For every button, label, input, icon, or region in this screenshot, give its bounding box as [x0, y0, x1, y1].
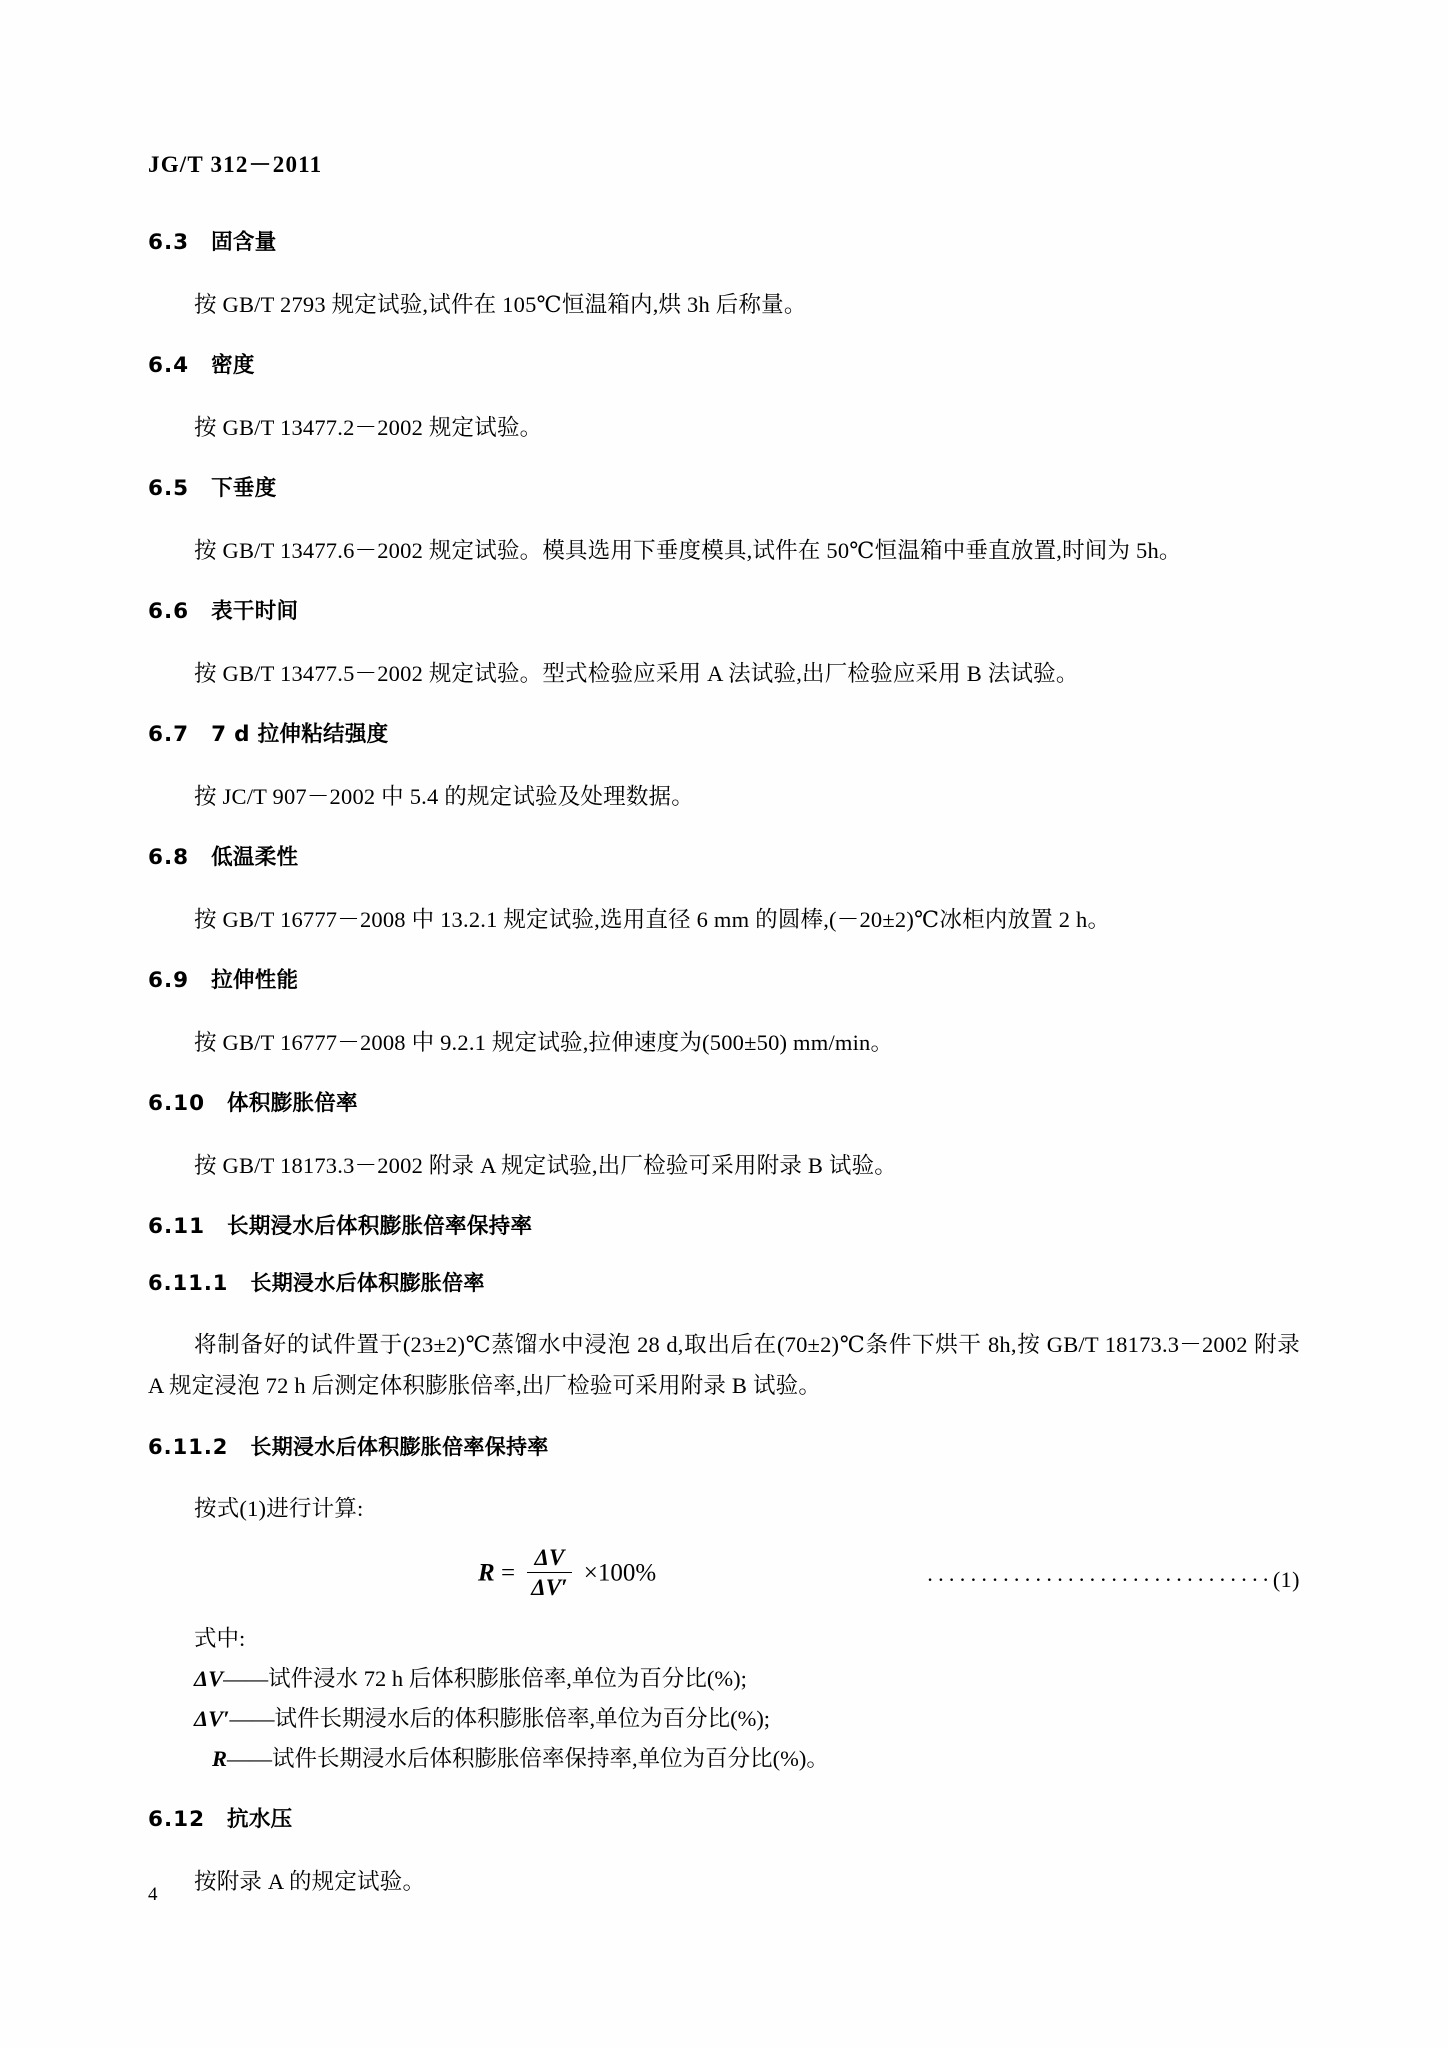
section-title: 抗水压: [227, 1807, 293, 1832]
section-body-6-10: 按 GB/T 18173.3－2002 附录 A 规定试验,出厂检验可采用附录 B 试验。: [194, 1153, 897, 1178]
where-definition: 试件浸水 72 h 后体积膨胀倍率,单位为百分比(%);: [268, 1666, 747, 1691]
section-title: 长期浸水后体积膨胀倍率: [250, 1271, 485, 1295]
section-title: 7 d 拉伸粘结强度: [211, 722, 389, 747]
section-number: 6.4: [148, 353, 190, 378]
formula-block: [148, 1541, 1300, 1619]
where-label: 式中:: [194, 1626, 246, 1651]
page-content: [148, 0, 1300, 2048]
section-heading-6-4: [148, 351, 1300, 381]
formula-denominator: ΔV′: [531, 1575, 568, 1600]
section-title: 下垂度: [211, 476, 277, 501]
section-number: 6.8: [148, 845, 190, 870]
section-number: 6.12: [148, 1807, 206, 1832]
where-symbol: ΔV: [194, 1666, 224, 1691]
section-number: 6.11: [148, 1214, 206, 1239]
section-title: 固含量: [211, 230, 277, 255]
formula-multiplier: ×100%: [583, 1559, 657, 1587]
running-head: JG/T 312－2011: [148, 152, 323, 177]
section-title: 体积膨胀倍率: [227, 1091, 358, 1116]
formula-numerator: ΔV: [527, 1545, 571, 1573]
section-number: 6.3: [148, 230, 190, 255]
section-heading-6-3: [148, 228, 1300, 258]
page-folio: 4: [148, 1884, 158, 1905]
equation-number: (1): [1272, 1567, 1300, 1592]
section-title: 长期浸水后体积膨胀倍率保持率: [250, 1435, 549, 1459]
section-body-6-4: 按 GB/T 13477.2－2002 规定试验。: [194, 415, 543, 440]
section-number: 6.9: [148, 968, 190, 993]
section-heading-6-7: [148, 720, 1300, 750]
section-heading-6-12: [148, 1805, 1300, 1835]
section-title: 低温柔性: [211, 845, 299, 870]
section-heading-6-10: [148, 1089, 1300, 1119]
section-heading-6-11-1: [148, 1268, 1300, 1298]
section-title: 密度: [211, 353, 255, 378]
section-heading-6-9: [148, 966, 1300, 996]
where-dash: ——: [227, 1746, 273, 1771]
section-heading-6-5: [148, 474, 1300, 504]
section-body-6-3: 按 GB/T 2793 规定试验,试件在 105℃恒温箱内,烘 3h 后称量。: [194, 292, 807, 317]
section-heading-6-11-2: [148, 1432, 1300, 1462]
section-body-6-6: 按 GB/T 13477.5－2002 规定试验。型式检验应采用 A 法试验,出厂检验应采用 B 法试验。: [194, 661, 1079, 686]
section-body-6-5: 按 GB/T 13477.6－2002 规定试验。模具选用下垂度模具,试件在 50℃恒温箱中垂直放置,时间为 5h。: [194, 538, 1182, 563]
section-number: 6.11.2: [148, 1435, 229, 1459]
formula-equals: =: [500, 1559, 516, 1587]
section-number: 6.6: [148, 599, 190, 624]
section-heading-6-6: [148, 597, 1300, 627]
formula-fraction: [527, 1545, 571, 1601]
section-body-6-12: 按附录 A 的规定试验。: [194, 1869, 426, 1894]
where-list: [148, 1619, 1300, 1779]
section-number: 6.11.1: [148, 1271, 229, 1295]
where-item: [148, 1739, 1300, 1779]
body-flow: [148, 228, 1300, 1902]
section-body-6-9: 按 GB/T 16777－2008 中 9.2.1 规定试验,拉伸速度为(500±50) mm/min。: [194, 1030, 894, 1055]
section-number: 6.5: [148, 476, 190, 501]
where-symbol: ΔV′: [194, 1706, 230, 1731]
section-number: 6.10: [148, 1091, 206, 1116]
formula-lhs: R: [478, 1559, 495, 1587]
where-definition: 试件长期浸水后的体积膨胀倍率,单位为百分比(%);: [274, 1706, 771, 1731]
section-body-6-11-2: 按式(1)进行计算:: [194, 1496, 364, 1521]
section-body-6-7: 按 JC/T 907－2002 中 5.4 的规定试验及处理数据。: [194, 784, 694, 809]
section-body-6-11-1: 将制备好的试件置于(23±2)℃蒸馏水中浸泡 28 d,取出后在(70±2)℃条件下烘干 8h,按 GB/T 18173.3－2002 附录 A 规定浸泡 72 h 后测定体积膨胀倍率,出厂检验可采用附录 B 试验。: [148, 1332, 1300, 1398]
where-item: [148, 1659, 1300, 1699]
section-number: 6.7: [148, 722, 190, 747]
section-title: 长期浸水后体积膨胀倍率保持率: [227, 1214, 533, 1239]
where-dash: ——: [229, 1706, 275, 1731]
section-body-6-8: 按 GB/T 16777－2008 中 13.2.1 规定试验,选用直径 6 mm 的圆棒,(－20±2)℃冰柜内放置 2 h。: [194, 907, 1111, 932]
where-dash: ——: [223, 1666, 269, 1691]
where-symbol: R: [212, 1746, 228, 1771]
where-definition: 试件长期浸水后体积膨胀倍率保持率,单位为百分比(%)。: [272, 1746, 829, 1771]
section-title: 拉伸性能: [211, 968, 299, 993]
where-item: [148, 1699, 1300, 1739]
section-heading-6-11: [148, 1212, 1300, 1242]
equation-number-row: [926, 1567, 1300, 1593]
leader-dots: ································: [926, 1567, 1273, 1592]
formula-expression: [478, 1547, 656, 1603]
section-heading-6-8: [148, 843, 1300, 873]
section-title: 表干时间: [211, 599, 299, 624]
